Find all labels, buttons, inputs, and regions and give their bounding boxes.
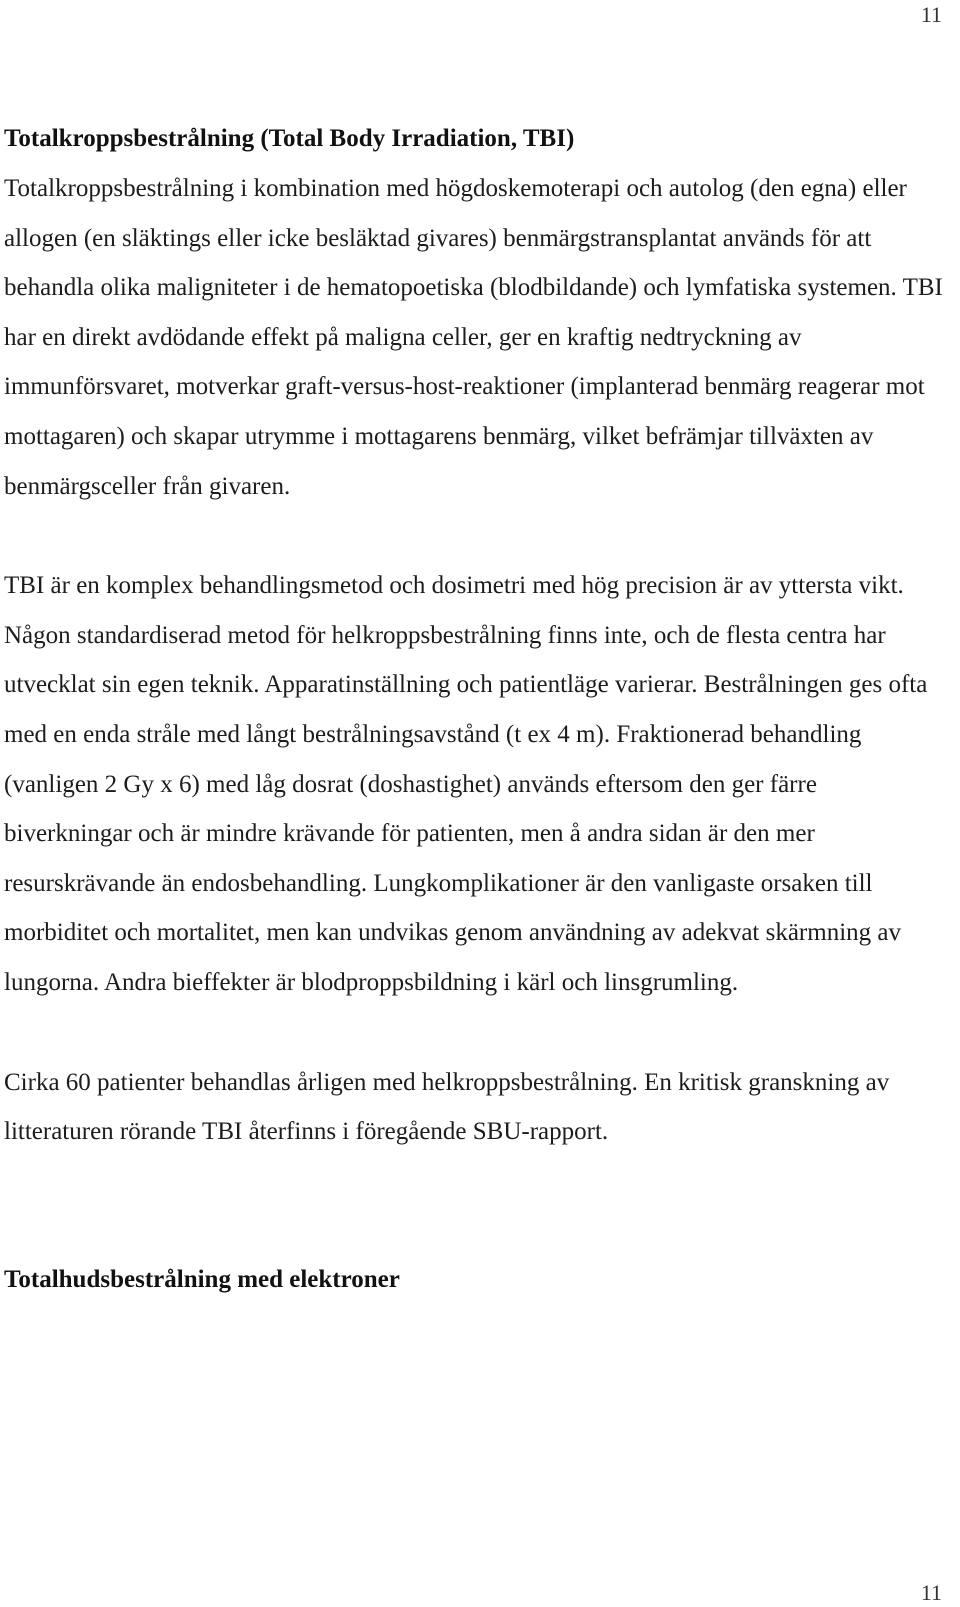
paragraph-spacer xyxy=(4,511,944,561)
page-number-top: 11 xyxy=(920,2,942,27)
section-spacer xyxy=(4,1157,944,1255)
tbi-paragraph-1: Totalkroppsbestrålning i kombination med högdoskemoterapi och autolog (den egna) eller allogen (en släktings eller icke besläktad givares) benmärgstransplantat används för att behandla olika maligniteter i de hematopoetiska (blodbildande) och lymfatiska systemen. TBI har en direkt avdödande effekt på maligna celler, ger en kraftig nedtryckning av immunförsvaret, motverkar graft-versus-host-reaktioner (implanterad benmärg reagerar mot mottagaren) och skapar utrymme i mottagarens benmärg, vilket befrämjar tillväxten av benmärgsceller från givaren. xyxy=(4,175,943,500)
page-number-bottom: 11 xyxy=(920,1580,942,1605)
paragraph-spacer xyxy=(4,1008,944,1058)
document-body xyxy=(4,114,944,1305)
tbi-heading: Totalkroppsbestrålning (Total Body Irradiation, TBI) xyxy=(4,125,575,152)
tbi-paragraph-2: TBI är en komplex behandlingsmetod och dosimetri med hög precision är av yttersta vikt. Någon standardiserad metod för helkroppsbestrålning finns inte, och de flesta centra har utvecklat sin egen teknik. Apparatinställning och patientläge varierar. Bestrålningen ges ofta med en enda stråle med långt bestrålningsavstånd (t ex 4 m). Fraktionerad behandling (vanligen 2 Gy x 6) med låg dosrat (doshastighet) används eftersom den ger färre biverkningar och är mindre krävande för patienten, men å andra sidan är den mer resurskrävande än endosbehandling. Lungkomplikationer är den vanligaste orsaken till morbiditet och mortalitet, men kan undvikas genom användning av adekvat skärmning av lungorna. Andra bieffekter är blodproppsbildning i kärl och linsgrumling. xyxy=(4,572,928,996)
tbi-paragraph-3: Cirka 60 patienter behandlas årligen med helkroppsbestrålning. En kritisk granskning av litteraturen rörande TBI återfinns i föregående SBU-rapport. xyxy=(4,1068,890,1146)
electron-heading: Totalhudsbestrålning med elektroner xyxy=(4,1265,400,1293)
